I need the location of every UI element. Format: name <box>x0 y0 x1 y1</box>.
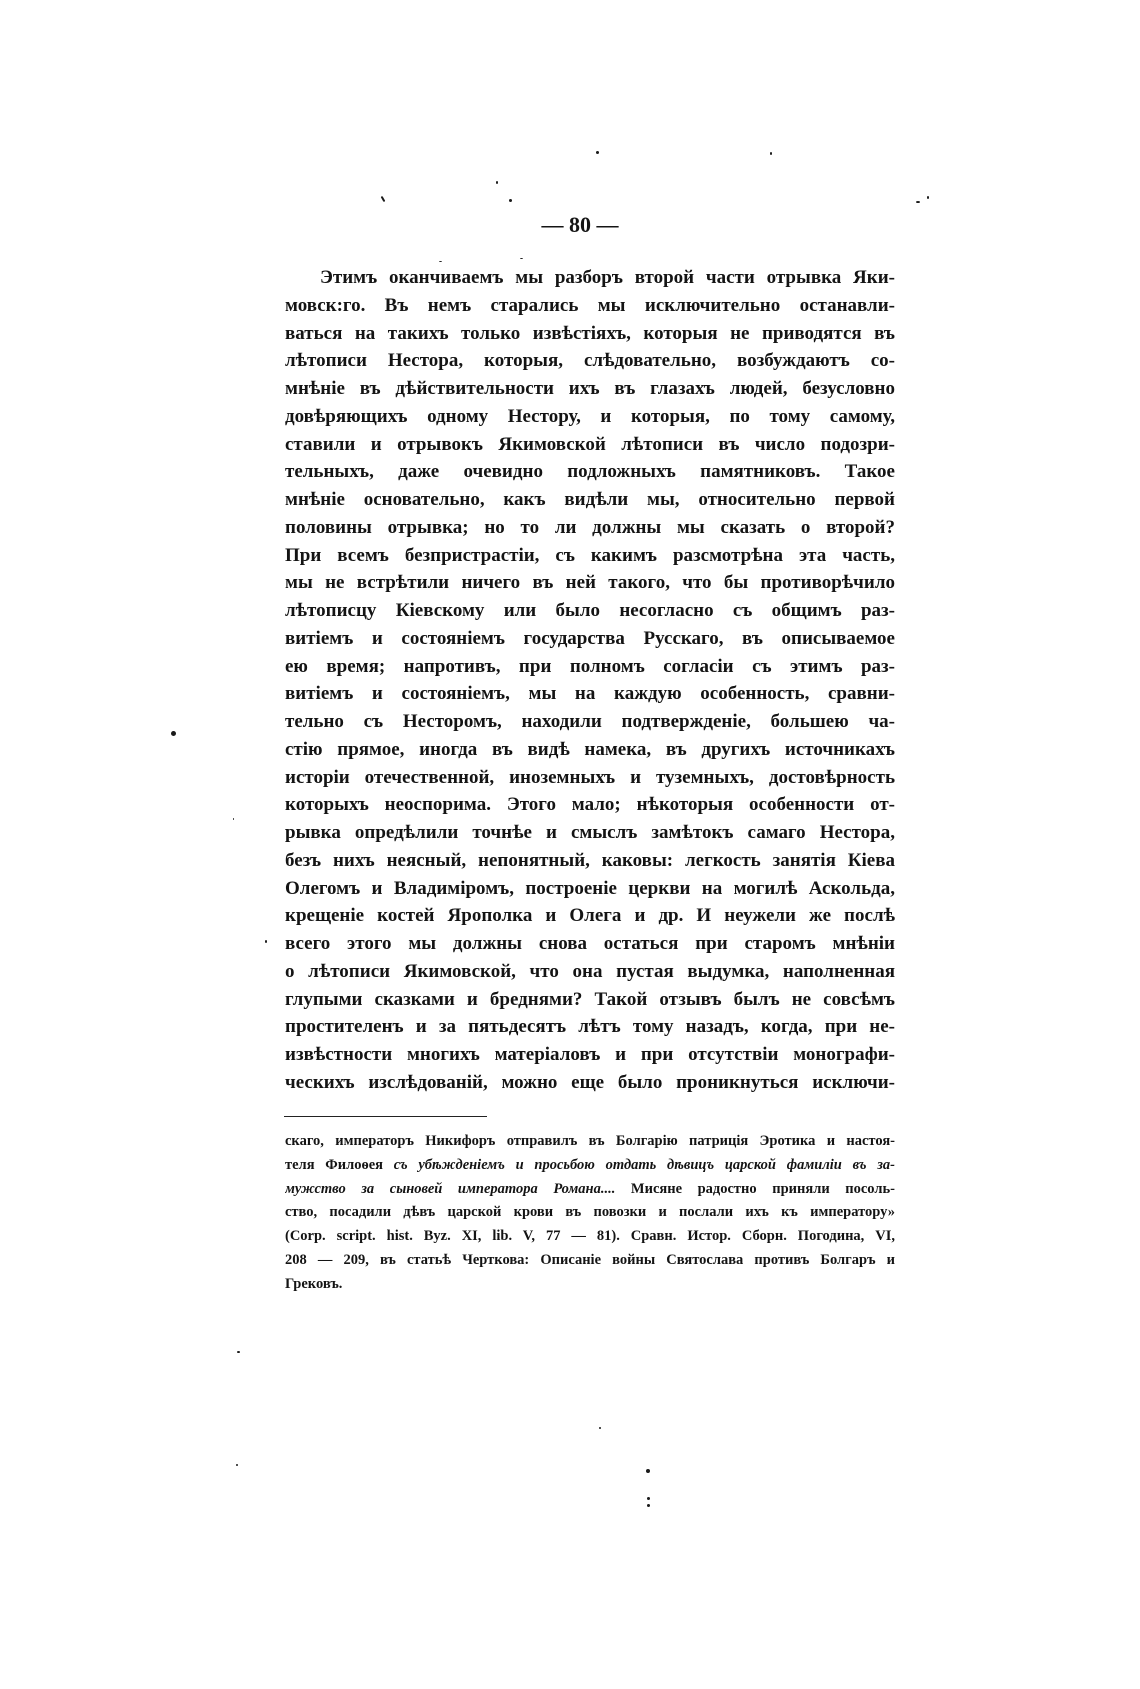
body-line: безъ нихъ неясный, непонятный, каковы: легкость занятія Кіева <box>285 849 895 871</box>
body-line: исторіи отечественной, иноземныхъ и туземныхъ, достовѣрность <box>285 766 895 788</box>
scan-speck <box>647 1504 650 1507</box>
footnote-text: теля Филоѳея <box>285 1156 394 1173</box>
body-line: довѣряющихъ одному Нестору, и которыя, по тому самому, <box>285 405 895 427</box>
body-line: крещеніе костей Ярополка и Олега и др. И неужели же послѣ <box>285 905 895 927</box>
scan-speck <box>520 258 523 259</box>
body-line: которыхъ неоспорима. Этого мало; нѣкоторыя особенности от- <box>285 794 895 816</box>
footnote-text: ство, посадили дѣвъ царской крови въ повозки и послали ихъ къ императору» <box>285 1204 895 1221</box>
scan-speck <box>265 940 267 943</box>
body-line: При всемъ безпристрастіи, съ какимъ разсмотрѣна эта часть, <box>285 544 895 566</box>
body-line: Этимъ оканчиваемъ мы разборъ второй части отрывка Яки- <box>320 267 895 288</box>
body-line: ею время; напротивъ, при полномъ согласіи съ этимъ раз- <box>285 655 895 677</box>
footnote-line <box>285 1130 895 1154</box>
footnote <box>285 1130 895 1297</box>
body-line: половины отрывка; но то ли должны мы сказать о второй? <box>285 516 895 538</box>
footnote-text: (Corp. script. hist. Byz. XI, lib. V, 77 — 81). Сравн. Истор. Сборн. Погодина, VI, <box>285 1228 895 1245</box>
body-line: тельныхъ, даже очевидно подложныхъ памятниковъ. Такое <box>285 461 895 483</box>
footnote-line <box>285 1178 895 1202</box>
page-number: — 80 — <box>541 212 619 237</box>
body-line: ставили и отрывокъ Якимовской лѣтописи въ число подозри- <box>285 433 895 455</box>
scan-speck <box>647 1497 650 1500</box>
scan-speck <box>439 261 442 262</box>
body-line: о лѣтописи Якимовской, что она пустая выдумка, наполненная <box>285 960 895 982</box>
body-line: Олегомъ и Владиміромъ, построеніе церкви на могилѣ Аскольда, <box>285 877 895 899</box>
footnote-text: скаго, императоръ Никифоръ отправилъ въ Болгарію патриція Эротика и настоя- <box>285 1133 895 1149</box>
footnote-text: 208 — 209, въ статьѣ Черткова: Описаніе войны Святослава противъ Болгаръ и <box>285 1251 895 1268</box>
body-line: рывка опредѣлили точнѣе и смыслъ замѣтокъ самаго Нестора, <box>285 822 895 843</box>
footnote-line <box>285 1249 895 1273</box>
footnote-text: Грековъ. <box>285 1275 343 1292</box>
body-line: глупыми сказками и бреднями? Такой отзывъ былъ не совсѣмъ <box>285 988 895 1010</box>
scan-speck <box>646 1469 650 1473</box>
scan-speck <box>916 201 920 203</box>
body-line: ческихъ изслѣдованій, можно еще было проникнуться исключи- <box>285 1071 895 1093</box>
footnote-line <box>285 1225 895 1249</box>
body-line: ваться на такихъ только извѣстіяхъ, которыя не приводятся въ <box>285 322 895 344</box>
body-line: витіемъ и состояніемъ государства Русскаго, въ описываемое <box>285 627 895 649</box>
footnote-rule <box>284 1116 487 1117</box>
body-line: витіемъ и состояніемъ, мы на каждую особенность, сравни- <box>285 683 895 705</box>
scan-speck <box>237 1351 240 1353</box>
footnote-line <box>285 1201 895 1225</box>
body-line: стію прямое, иногда въ видѣ намека, въ другихъ источникахъ <box>285 738 895 760</box>
scan-speck <box>496 181 498 184</box>
scan-speck <box>599 1427 601 1429</box>
scan-speck <box>770 152 772 155</box>
body-line: мы не встрѣтили ничего въ ней такого, что бы противорѣчило <box>285 572 895 594</box>
body-line: всего этого мы должны снова остаться при старомъ мнѣніи <box>285 933 895 954</box>
body-line: лѣтописцу Кіевскому или было несогласно съ общимъ раз- <box>285 600 895 621</box>
main-text <box>285 264 895 1097</box>
scan-speck <box>236 1464 238 1466</box>
footnote-italic-text: съ убѣжденіемъ и просьбою отдать дѣвицъ царской фамиліи въ за- <box>393 1156 895 1173</box>
footnote-text: Мисяне радостно приняли посоль- <box>615 1180 895 1197</box>
body-line: простителенъ и за пятьдесятъ лѣтъ тому назадъ, когда, при не- <box>285 1016 895 1038</box>
body-line: тельно съ Несторомъ, находили подтвержденіе, большею ча- <box>285 711 895 732</box>
scan-speck <box>233 818 234 820</box>
scan-speck <box>509 199 512 202</box>
scan-speck <box>381 196 386 202</box>
body-line: извѣстности многихъ матеріаловъ и при отсутствіи монографи- <box>285 1044 895 1065</box>
footnote-line <box>285 1154 895 1178</box>
footnote-line <box>285 1273 895 1297</box>
scan-speck <box>171 731 176 736</box>
scan-speck <box>596 151 599 154</box>
body-line: лѣтописи Нестора, которыя, слѣдовательно, возбуждаютъ со- <box>285 350 895 372</box>
body-line: мовск:го. Въ немъ старались мы исключительно останавли- <box>285 294 895 316</box>
body-line: мнѣніе основательно, какъ видѣли мы, относительно первой <box>285 489 895 510</box>
footnote-italic-text: мужство за сыновей императора Романа.... <box>285 1180 616 1197</box>
scan-speck <box>927 196 929 199</box>
body-line: мнѣніе въ дѣйствительности ихъ въ глазахъ людей, безусловно <box>285 378 895 399</box>
